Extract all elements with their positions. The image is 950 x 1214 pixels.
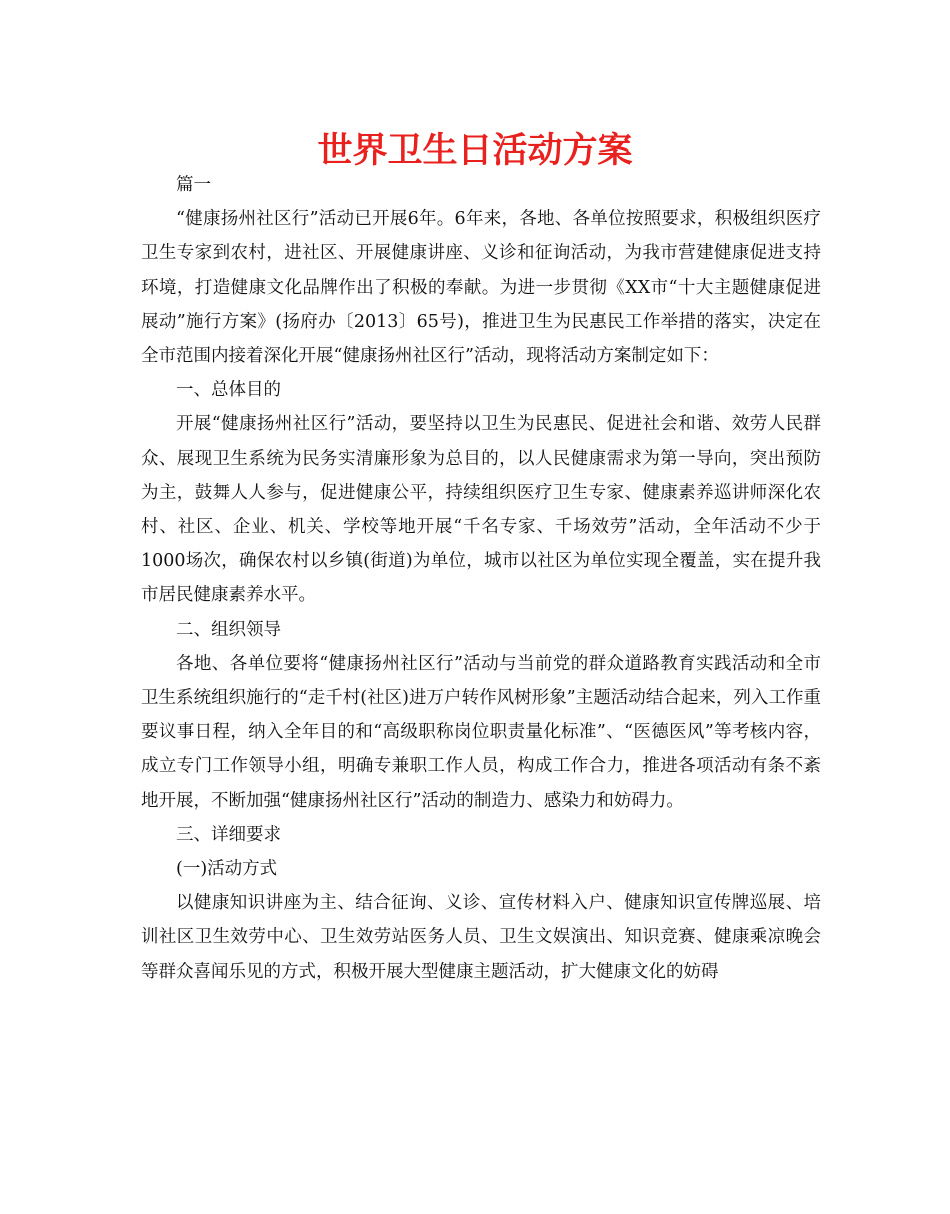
document-title: 世界卫生日活动方案 xyxy=(317,131,633,171)
body-paragraph: 以健康知识讲座为主、结合征询、义诊、宣传材料入户、健康知识宣传牌巡展、培训社区卫生效劳中心、卫生效劳站医务人员、卫生文娱演出、知识竞赛、健康乘凉晚会等群众喜闻乐见的方式，积极开展大型健康主题活动，扩大健康文化的妨碍 xyxy=(141,893,821,982)
section-heading: 二、组织领导 xyxy=(176,619,281,640)
body-paragraph: 各地、各单位要将“健康扬州社区行”活动与当前党的群众道路教育实践活动和全市卫生系统组织施行的“走千村(社区)进万户转作风树形象”主题活动结合起来，列入工作重要议事日程，纳入全年目的和“高级职称岗位职责量化标准”、“医德医风”等考核内容，成立专门工作领导小组，明确专兼职工作人员，构成工作合力，推进各项活动有条不紊地开展，不断加强“健康扬州社区行”活动的制造力、感染力和妨碍力。 xyxy=(141,653,821,811)
section-heading: 篇一 xyxy=(176,175,211,195)
document-body xyxy=(141,168,821,989)
body-paragraph: 开展“健康扬州社区行”活动，要坚持以卫生为民惠民、促进社会和谐、效劳人民群众、展现卫生系统为民务实清廉形象为总目的，以人民健康需求为第一导向，突出预防为主，鼓舞人人参与，促进健康公平，持续组织医疗卫生专家、健康素养巡讲师深化农村、社区、企业、机关、学校等地开展“千名专家、千场效劳”活动，全年活动不少于1000场次，确保农村以乡镇(街道)为单位，城市以社区为单位实现全覆盖，实在提升我市居民健康素养水平。 xyxy=(141,414,821,606)
section-heading: (一)活动方式 xyxy=(176,859,278,880)
section-heading: 一、总体目的 xyxy=(176,380,281,401)
body-paragraph: “健康扬州社区行”活动已开展6年。6年来，各地、各单位按照要求，积极组织医疗卫生专家到农村，进社区、开展健康讲座、义诊和征询活动，为我市营建健康促进支持环境，打造健康文化品牌作出了积极的奉献。为进一步贯彻《XX市“十大主题健康促进展动”施行方案》(扬府办〔2013〕65号)，推进卫生为民惠民工作举措的落实，决定在全市范围内接着深化开展“健康扬州社区行”活动，现将活动方案制定如下： xyxy=(141,209,821,367)
section-heading: 三、详细要求 xyxy=(176,824,281,845)
